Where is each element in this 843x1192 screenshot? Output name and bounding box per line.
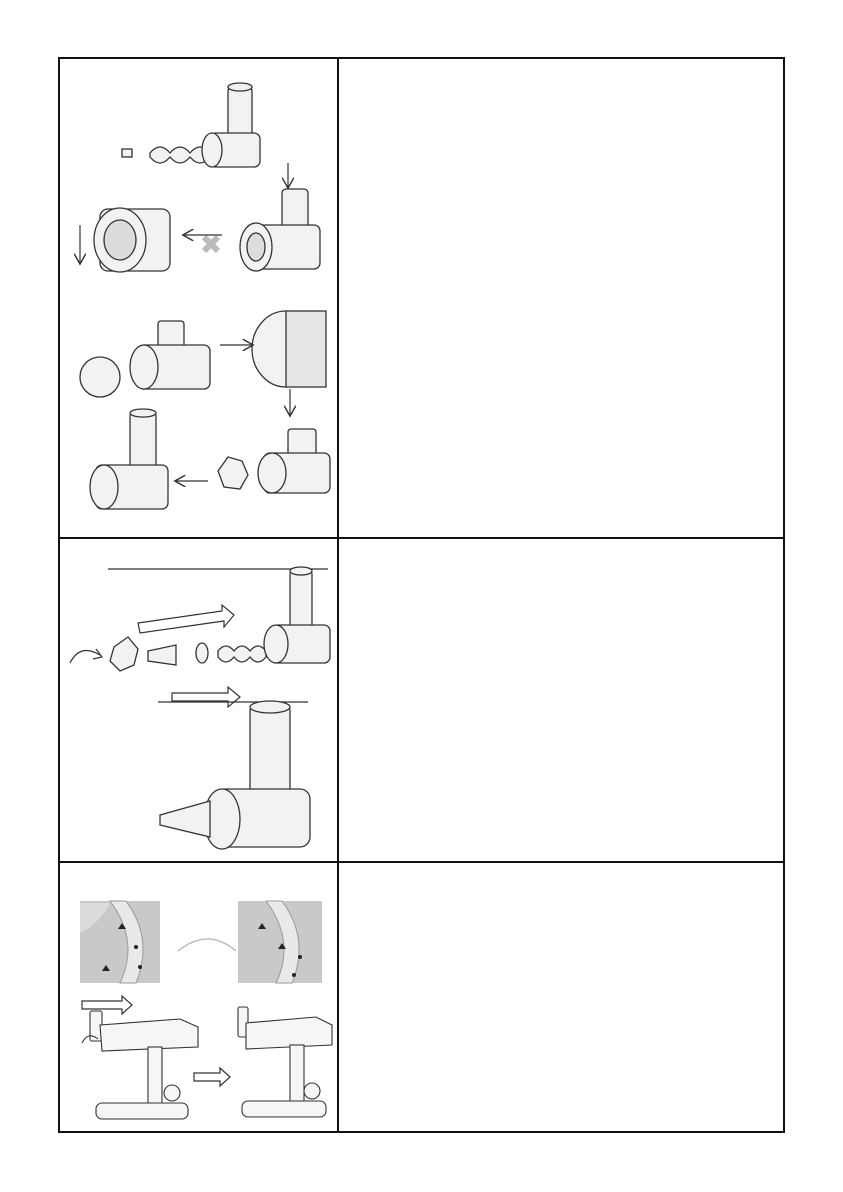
star-spacer: [196, 643, 208, 663]
ring-nut: [218, 457, 248, 489]
mixer-base-right: [242, 1101, 326, 1117]
step-description-2: [339, 539, 783, 861]
step-row-2: [60, 539, 783, 863]
mixer-head-right: [246, 1017, 332, 1049]
assembly-illustration-1: [60, 59, 339, 537]
rotate-arrow: [70, 651, 100, 664]
sausage-attachment-diagram: [60, 539, 337, 861]
step-row-3: [60, 863, 783, 1133]
grinder-assembly-diagram: [60, 59, 337, 537]
auger-part: [150, 147, 210, 163]
arrow-upper: [138, 605, 234, 633]
sausage-nozzle: [148, 645, 176, 665]
assembled-nozzle: [160, 801, 210, 837]
step-row-1: [60, 59, 783, 539]
instruction-table: [58, 57, 785, 1133]
step-description-1: [339, 59, 783, 537]
mixer-mounting-diagram: [60, 863, 337, 1131]
curved-arrow: [178, 939, 236, 951]
step-description-3: [339, 863, 783, 1133]
assembly-illustration-3: [60, 863, 339, 1133]
assembly-illustration-2: [60, 539, 339, 861]
mixer-head-left: [100, 1019, 198, 1051]
ring-nut-part: [110, 637, 138, 671]
feed-tube: [228, 87, 252, 139]
auger-part-2: [218, 646, 266, 662]
mixer-base-left: [96, 1103, 188, 1119]
pin-part: [122, 149, 132, 157]
grinding-plate: [80, 357, 120, 397]
blade-part: [204, 237, 218, 251]
arrow-lower: [172, 687, 240, 707]
